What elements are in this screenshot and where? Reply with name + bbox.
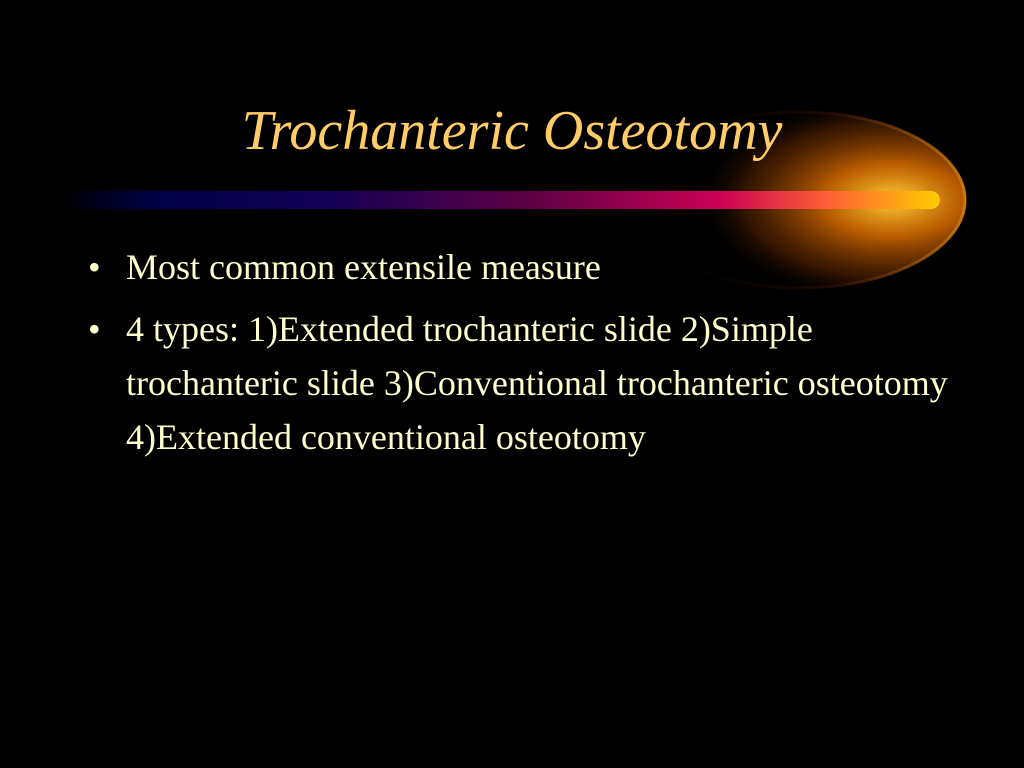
bullet-text: Most common extensile measure [126,247,601,287]
bullet-text: 4 types: 1)Extended trochanteric slide 2)Simple trochanteric slide 3)Conventional trochanteric osteotomy 4)Extended conventional osteotomy [126,309,948,457]
bullet-marker: • [88,247,101,287]
decor-bar [60,191,940,209]
bullet-item [88,240,948,294]
bullet-item [88,302,948,464]
bullet-marker: • [88,309,101,349]
slide-title: Trochanteric Osteotomy [241,100,783,162]
bullet-list [88,240,948,472]
